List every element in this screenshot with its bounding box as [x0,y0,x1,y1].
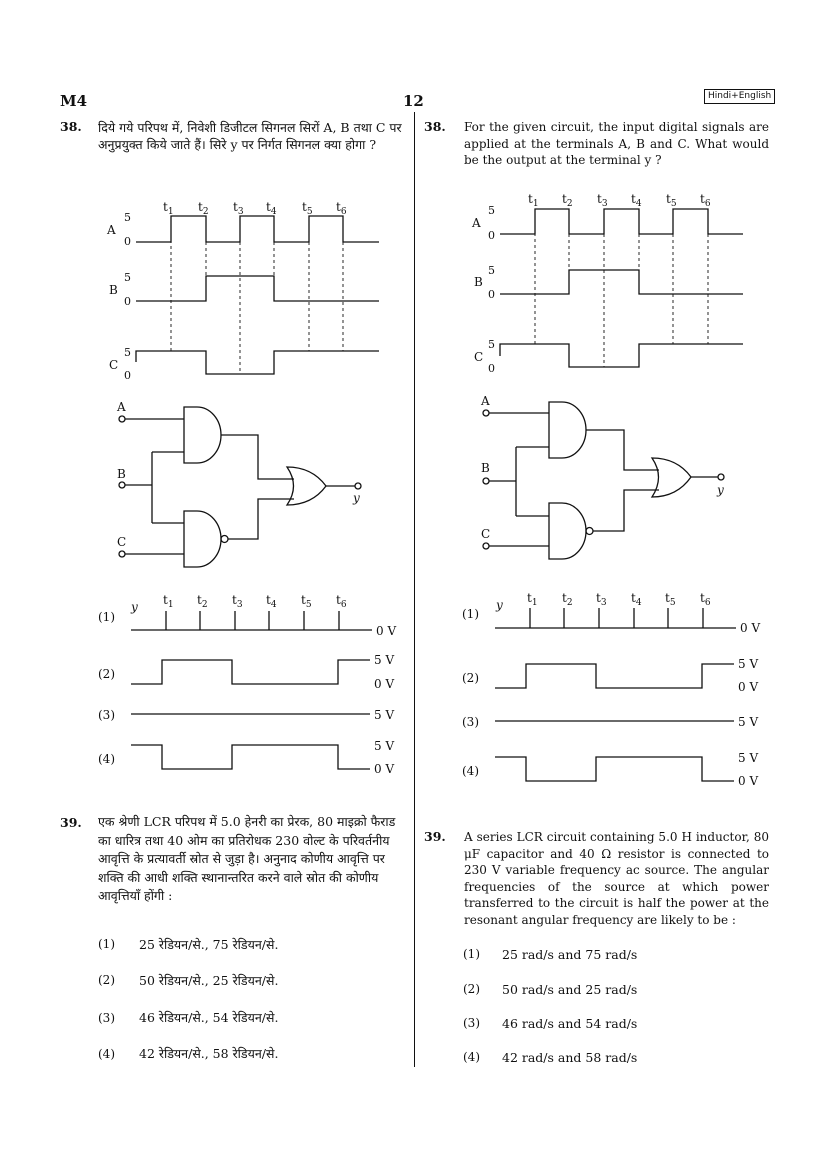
input-label-C: C [117,535,127,549]
q39-hindi-option-2-text: 50 रेडियन/से., 25 रेडियन/से. [139,973,279,988]
r-option-4-number: (4) [462,764,479,778]
q39-hindi-option-1-number: (1) [98,937,115,951]
r-option-2-5v: 5 V [738,657,759,671]
r-signal-label-B: B [474,275,483,289]
option-1-y-label: y [131,600,138,614]
q39-english-option-4-number: (4) [463,1050,480,1064]
level-low-C: 0 [124,369,131,382]
r-level-low-B: 0 [488,288,495,301]
option-4-0v: 0 V [374,762,395,776]
language-tag: Hindi+English [704,89,775,104]
q38-number-hindi: 38. [60,119,82,134]
input-label-B: B [117,467,126,481]
opt-time-t3: $t_3$ [232,593,243,610]
r-time-label-t6: $t_6$ [700,192,711,209]
time-label-t3: $t_3$ [233,200,244,217]
r-input-label-B: B [481,461,490,475]
q39-english-option-1-text: 25 rad/s and 75 rad/s [502,947,638,962]
q39-hindi-option-4-text: 42 रेडियन/से., 58 रेडियन/से. [139,1046,279,1061]
q39-english-option-2-number: (2) [463,982,480,996]
q39-hindi-option-1-text: 25 रेडियन/से., 75 रेडियन/से. [139,937,279,952]
r-signal-label-A: A [472,216,481,230]
option-2-0v: 0 V [374,677,395,691]
level-high-C: 5 [124,346,131,359]
r-option-4-0v: 0 V [738,774,759,788]
option-4-number: (4) [98,752,115,766]
r-option-1-number: (1) [462,607,479,621]
r-input-label-C: C [481,527,491,541]
r-option-4-5v: 5 V [738,751,759,765]
option-3-5v: 5 V [374,708,395,722]
r-signal-label-C: C [474,350,484,364]
option-2-number: (2) [98,667,115,681]
q39-hindi-option-3-text: 46 रेडियन/से., 54 रेडियन/से. [139,1010,279,1025]
r-level-high-A: 5 [488,204,495,217]
r-option-3-number: (3) [462,715,479,729]
signal-label-C: C [109,358,119,372]
q39-hindi-option-3-number: (3) [98,1011,115,1025]
r-time-label-t4: $t_4$ [631,192,642,209]
signal-label-A: A [107,223,116,237]
r-time-label-t5: $t_5$ [666,192,677,209]
r-time-label-t1: $t_1$ [528,192,539,209]
q39-text-english: A series LCR circuit containing 5.0 H inductor, 80 μF capacitor and 40 Ω resistor is connected to 230 V variable frequency ac source. The angular frequencies of the source at which power transferred to the circuit is half the power at the resonant angular frequency are likely to be : [464,830,769,927]
option-2-5v: 5 V [374,653,395,667]
r-opt-time-t4: $t_4$ [631,591,642,608]
q38-text-hindi: दिये गये परिपथ में, निवेशी डिजीटल सिगनल सिरों A, B तथा C पर अनुप्रयुक्त किये जाते हैं। सिरे y पर निर्गत सिगनल क्या होगा ? [98,120,402,152]
r-option-1-0v: 0 V [740,621,761,635]
opt-time-t6: $t_6$ [336,593,347,610]
q39-hindi-option-4-number: (4) [98,1047,115,1061]
time-label-t6: $t_6$ [336,200,347,217]
r-output-label-y: y [717,483,724,497]
r-opt-time-t5: $t_5$ [665,591,676,608]
r-option-1-y-label: y [496,598,503,612]
input-label-A: A [117,400,126,414]
r-opt-time-t2: $t_2$ [562,591,573,608]
level-high-B: 5 [124,271,131,284]
r-option-2-number: (2) [462,671,479,685]
level-low-A: 0 [124,235,131,248]
signal-label-B: B [109,283,118,297]
q38-text-english: For the given circuit, the input digital signals are applied at the terminals A, B and C. What would be the output at the terminal y ? [464,120,769,167]
option-1-0v: 0 V [376,624,397,638]
output-label-y: y [353,491,360,505]
r-option-2-0v: 0 V [738,680,759,694]
opt-time-t1: $t_1$ [163,593,174,610]
page-number: 12 [403,92,424,110]
q39-text-hindi: एक श्रेणी LCR परिपथ में 5.0 हेनरी का प्रेरक, 80 माइक्रो फैराड का धारित्र तथा 40 ओम का प्रतिरोधक 230 वोल्ट के परिवर्तनीय आवृत्ति के प्रत्यावर्ती स्रोत से जुड़ा है। अनुनाद कोणीय आवृत्ति पर शक्ति की आधी शक्ति स्थानान्तरित करने वाले स्रोत की कोणीय आवृत्तियाँ होंगी : [98,814,396,903]
q39-english-option-4-text: 42 rad/s and 58 rad/s [502,1050,638,1065]
r-level-low-C: 0 [488,362,495,375]
option-3-number: (3) [98,708,115,722]
q38-number-english: 38. [424,119,446,134]
q39-english-option-3-text: 46 rad/s and 54 rad/s [502,1016,638,1031]
r-level-low-A: 0 [488,229,495,242]
time-label-t5: $t_5$ [302,200,313,217]
r-time-label-t3: $t_3$ [597,192,608,209]
level-low-B: 0 [124,295,131,308]
q39-number-hindi: 39. [60,815,82,830]
r-opt-time-t1: $t_1$ [527,591,538,608]
r-level-high-C: 5 [488,338,495,351]
level-high-A: 5 [124,211,131,224]
time-label-t2: $t_2$ [198,200,209,217]
r-opt-time-t6: $t_6$ [700,591,711,608]
r-option-3-5v: 5 V [738,715,759,729]
r-level-high-B: 5 [488,264,495,277]
opt-time-t2: $t_2$ [197,593,208,610]
q39-number-english: 39. [424,829,446,844]
q39-hindi-option-2-number: (2) [98,973,115,987]
paper-code: M4 [60,92,88,110]
opt-time-t4: $t_4$ [266,593,277,610]
r-time-label-t2: $t_2$ [562,192,573,209]
r-opt-time-t3: $t_3$ [596,591,607,608]
option-1-number: (1) [98,610,115,624]
time-label-t1: $t_1$ [163,200,174,217]
q39-english-option-2-text: 50 rad/s and 25 rad/s [502,982,638,997]
option-4-5v: 5 V [374,739,395,753]
q39-english-option-1-number: (1) [463,947,480,961]
opt-time-t5: $t_5$ [301,593,312,610]
r-input-label-A: A [481,394,490,408]
q39-english-option-3-number: (3) [463,1016,480,1030]
time-label-t4: $t_4$ [266,200,277,217]
